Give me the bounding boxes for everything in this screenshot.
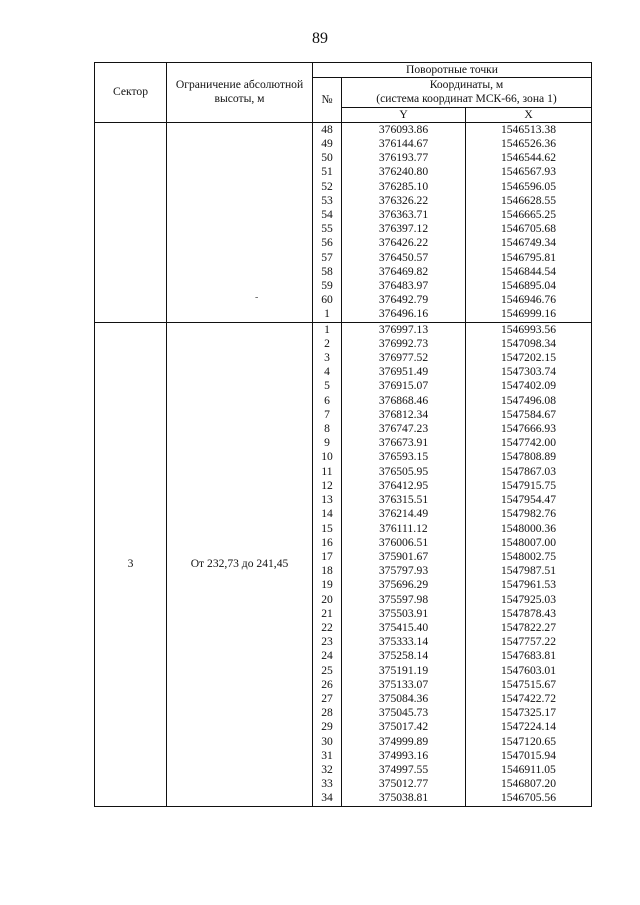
- coordinate-y: 376496.16: [342, 307, 466, 322]
- header-coordinates: Координаты, м: [342, 78, 592, 93]
- coordinate-y: 376093.86: [342, 122, 466, 137]
- point-number: 2: [313, 337, 342, 351]
- coordinate-x: 1547925.03: [466, 593, 592, 607]
- point-number: 56: [313, 236, 342, 250]
- coordinate-x: 1546705.56: [466, 791, 592, 806]
- coordinate-y: 376915.07: [342, 379, 466, 393]
- coordinate-y: 375696.29: [342, 578, 466, 592]
- point-number: 59: [313, 279, 342, 293]
- coordinate-y: 376747.23: [342, 422, 466, 436]
- coordinate-x: 1546567.93: [466, 165, 592, 179]
- coordinate-y: 376006.51: [342, 536, 466, 550]
- point-number: 28: [313, 706, 342, 720]
- coordinate-x: 1547402.09: [466, 379, 592, 393]
- coordinate-x: 1547303.74: [466, 365, 592, 379]
- coordinate-y: 376111.12: [342, 522, 466, 536]
- point-number: 18: [313, 564, 342, 578]
- coordinate-y: 375012.77: [342, 777, 466, 791]
- coordinate-y: 375797.93: [342, 564, 466, 578]
- coordinate-x: 1546526.36: [466, 137, 592, 151]
- coordinate-y: 374993.16: [342, 749, 466, 763]
- coordinate-y: 376363.71: [342, 208, 466, 222]
- point-number: 55: [313, 222, 342, 236]
- coordinate-x: 1546795.81: [466, 251, 592, 265]
- height-limit-cell: От 232,73 до 241,45: [167, 322, 313, 806]
- coordinate-x: 1547683.81: [466, 649, 592, 663]
- coordinate-x: 1547422.72: [466, 692, 592, 706]
- coordinate-y: 376483.97: [342, 279, 466, 293]
- coordinate-y: 376397.12: [342, 222, 466, 236]
- point-number: 57: [313, 251, 342, 265]
- header-y: Y: [342, 107, 466, 122]
- coordinate-y: 376285.10: [342, 180, 466, 194]
- point-number: 1: [313, 322, 342, 337]
- stray-mark: -: [255, 292, 259, 303]
- coordinate-y: 376315.51: [342, 493, 466, 507]
- coordinate-x: 1547954.47: [466, 493, 592, 507]
- coordinate-x: 1547496.08: [466, 394, 592, 408]
- coordinate-x: 1547325.17: [466, 706, 592, 720]
- coordinate-x: 1547822.27: [466, 621, 592, 635]
- point-number: 20: [313, 593, 342, 607]
- height-limit-cell: [167, 122, 313, 322]
- coordinate-y: 376326.22: [342, 194, 466, 208]
- coordinate-x: 1547202.15: [466, 351, 592, 365]
- coordinate-x: 1547120.65: [466, 735, 592, 749]
- point-number: 27: [313, 692, 342, 706]
- point-number: 10: [313, 450, 342, 464]
- coordinate-x: 1546844.54: [466, 265, 592, 279]
- coordinate-x: 1546807.20: [466, 777, 592, 791]
- coordinate-y: 375045.73: [342, 706, 466, 720]
- coordinate-y: 376951.49: [342, 365, 466, 379]
- coordinate-y: 375084.36: [342, 692, 466, 706]
- coordinate-x: 1546999.16: [466, 307, 592, 322]
- point-number: 4: [313, 365, 342, 379]
- coordinate-y: 375191.19: [342, 664, 466, 678]
- coordinate-x: 1547666.93: [466, 422, 592, 436]
- coordinate-y: 375333.14: [342, 635, 466, 649]
- coordinate-x: 1548007.00: [466, 536, 592, 550]
- coordinate-y: 376977.52: [342, 351, 466, 365]
- point-number: 31: [313, 749, 342, 763]
- coordinate-y: 375133.07: [342, 678, 466, 692]
- point-number: 48: [313, 122, 342, 137]
- point-number: 5: [313, 379, 342, 393]
- point-number: 12: [313, 479, 342, 493]
- coordinate-x: 1547808.89: [466, 450, 592, 464]
- header-x: X: [466, 107, 592, 122]
- coordinate-x: 1546946.76: [466, 293, 592, 307]
- coordinate-y: 376997.13: [342, 322, 466, 337]
- coordinate-y: 375258.14: [342, 649, 466, 663]
- coordinate-x: 1547098.34: [466, 337, 592, 351]
- point-number: 51: [313, 165, 342, 179]
- coordinate-y: 376144.67: [342, 137, 466, 151]
- header-turning-points: Поворотные точки: [313, 63, 592, 78]
- page-number: 89: [312, 30, 328, 47]
- point-number: 1: [313, 307, 342, 322]
- coordinate-y: 376673.91: [342, 436, 466, 450]
- point-number: 24: [313, 649, 342, 663]
- coordinate-x: 1547757.22: [466, 635, 592, 649]
- coordinates-table: [94, 62, 592, 807]
- coordinate-x: 1547982.76: [466, 507, 592, 521]
- coordinate-y: 376193.77: [342, 151, 466, 165]
- coordinate-x: 1547515.67: [466, 678, 592, 692]
- coordinate-x: 1547603.01: [466, 664, 592, 678]
- header-height-limit: Ограничение абсолютной высоты, м: [167, 63, 313, 123]
- point-number: 34: [313, 791, 342, 806]
- coordinate-y: 376593.15: [342, 450, 466, 464]
- point-number: 14: [313, 507, 342, 521]
- coordinate-x: 1546705.68: [466, 222, 592, 236]
- table-body: [95, 122, 592, 806]
- sector-cell: [95, 122, 167, 322]
- point-number: 33: [313, 777, 342, 791]
- point-number: 60: [313, 293, 342, 307]
- table-row: [95, 322, 592, 337]
- coordinate-x: 1547015.94: [466, 749, 592, 763]
- point-number: 6: [313, 394, 342, 408]
- coordinate-y: 376214.49: [342, 507, 466, 521]
- coordinate-y: 376469.82: [342, 265, 466, 279]
- point-number: 16: [313, 536, 342, 550]
- coordinate-y: 376492.79: [342, 293, 466, 307]
- header-coordinate-system: (система координат МСК-66, зона 1): [342, 92, 592, 107]
- coordinate-y: 375901.67: [342, 550, 466, 564]
- point-number: 29: [313, 720, 342, 734]
- point-number: 22: [313, 621, 342, 635]
- header-sector: Сектор: [95, 63, 167, 123]
- point-number: 58: [313, 265, 342, 279]
- coordinate-y: 374997.55: [342, 763, 466, 777]
- table-row: [95, 122, 592, 137]
- coordinate-y: 375415.40: [342, 621, 466, 635]
- coordinate-x: 1547915.75: [466, 479, 592, 493]
- coordinate-x: 1548000.36: [466, 522, 592, 536]
- coordinate-x: 1547867.03: [466, 465, 592, 479]
- coordinate-y: 376240.80: [342, 165, 466, 179]
- point-number: 32: [313, 763, 342, 777]
- coordinate-x: 1547584.67: [466, 408, 592, 422]
- point-number: 15: [313, 522, 342, 536]
- coordinate-y: 376505.95: [342, 465, 466, 479]
- coordinate-x: 1546895.04: [466, 279, 592, 293]
- point-number: 23: [313, 635, 342, 649]
- coordinate-x: 1546993.56: [466, 322, 592, 337]
- coordinate-x: 1547742.00: [466, 436, 592, 450]
- coordinate-y: 375597.98: [342, 593, 466, 607]
- coordinate-y: 375017.42: [342, 720, 466, 734]
- point-number: 21: [313, 607, 342, 621]
- coordinate-y: 375038.81: [342, 791, 466, 806]
- coordinate-y: 376450.57: [342, 251, 466, 265]
- point-number: 3: [313, 351, 342, 365]
- coordinate-x: 1546628.55: [466, 194, 592, 208]
- point-number: 54: [313, 208, 342, 222]
- point-number: 25: [313, 664, 342, 678]
- point-number: 30: [313, 735, 342, 749]
- point-number: 49: [313, 137, 342, 151]
- coordinate-x: 1547224.14: [466, 720, 592, 734]
- point-number: 53: [313, 194, 342, 208]
- coordinate-x: 1546911.05: [466, 763, 592, 777]
- header-number: №: [313, 78, 342, 123]
- coordinate-x: 1547878.43: [466, 607, 592, 621]
- point-number: 52: [313, 180, 342, 194]
- point-number: 11: [313, 465, 342, 479]
- coordinate-y: 376412.95: [342, 479, 466, 493]
- coordinate-x: 1546665.25: [466, 208, 592, 222]
- point-number: 19: [313, 578, 342, 592]
- coordinate-x: 1546749.34: [466, 236, 592, 250]
- sector-cell: 3: [95, 322, 167, 806]
- coordinate-x: 1547987.51: [466, 564, 592, 578]
- coordinate-y: 374999.89: [342, 735, 466, 749]
- coordinate-y: 376426.22: [342, 236, 466, 250]
- coordinate-x: 1546596.05: [466, 180, 592, 194]
- point-number: 13: [313, 493, 342, 507]
- coordinate-y: 376868.46: [342, 394, 466, 408]
- point-number: 9: [313, 436, 342, 450]
- coordinate-x: 1548002.75: [466, 550, 592, 564]
- coordinate-y: 376812.34: [342, 408, 466, 422]
- coordinate-y: 376992.73: [342, 337, 466, 351]
- coordinate-x: 1546513.38: [466, 122, 592, 137]
- point-number: 17: [313, 550, 342, 564]
- point-number: 26: [313, 678, 342, 692]
- coordinate-x: 1547961.53: [466, 578, 592, 592]
- point-number: 50: [313, 151, 342, 165]
- coordinate-y: 375503.91: [342, 607, 466, 621]
- point-number: 8: [313, 422, 342, 436]
- coordinate-x: 1546544.62: [466, 151, 592, 165]
- point-number: 7: [313, 408, 342, 422]
